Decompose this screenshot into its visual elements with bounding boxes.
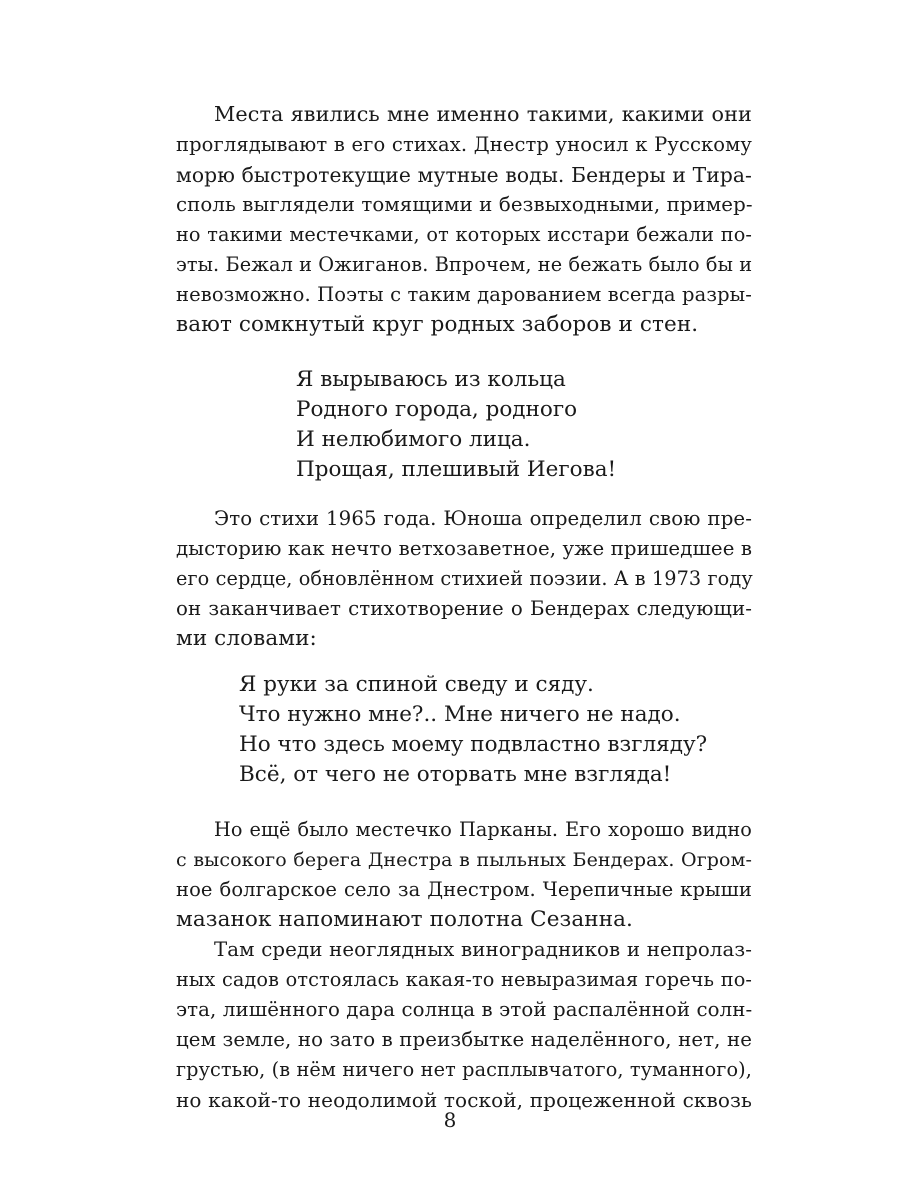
paragraph-1-line: невозможно. Поэты с таким дарованием всегда разры- (176, 283, 752, 306)
poem-1-line: Родного города, родного (296, 397, 578, 422)
paragraph-2-line: ми словами: (176, 626, 317, 651)
poem-2-line: Я руки за спиной сведу и сяду. (239, 672, 594, 697)
paragraph-4-line: но какой-то неодолимой тоской, процеженной сквозь (176, 1088, 752, 1112)
poem-1-line: Прощая, плешивый Иегова! (296, 457, 617, 482)
poem-2-line: Всё, от чего не оторвать мне взгляда! (239, 762, 672, 787)
paragraph-1-line: проглядывают в его стихах. Днестр уносил к Русскому (176, 133, 752, 156)
paragraph-2-line: его сердце, обновлённом стихией поэзии. А в 1973 году (176, 567, 753, 590)
poem-2-line: Что нужно мне?.. Мне ничего не надо. (239, 702, 681, 727)
paragraph-2-line: Это стихи 1965 года. Юноша определил свою пре- (214, 507, 752, 530)
paragraph-1-line: споль выглядели томящими и безвыходными, пример- (176, 193, 753, 216)
paragraph-4-line: Там среди неоглядных виноградников и непролаз- (214, 938, 752, 961)
paragraph-1-line: но такими местечками, от которых исстари бежали по- (176, 223, 752, 246)
paragraph-3-line: ное болгарское село за Днестром. Черепичные крыши (176, 878, 752, 901)
paragraph-4-line: цем земле, но зато в преизбытке наделённого, нет, не (176, 1028, 752, 1051)
poem-1-line: Я вырываюсь из кольца (296, 367, 566, 392)
paragraph-3-line: с высокого берега Днестра в пыльных Бендерах. Огром- (176, 849, 752, 871)
paragraph-2-line: дысторию как нечто ветхозаветное, уже пришедшее в (176, 537, 753, 560)
paragraph-3-line: Но ещё было местечко Парканы. Его хорошо видно (214, 818, 752, 841)
paragraph-4-line: грустью, (в нём ничего нет расплывчатого, туманного), (176, 1058, 752, 1081)
page-number: 8 (443, 1108, 457, 1132)
paragraph-4-line: эта, лишённого дара солнца в этой распалённой солн- (176, 998, 753, 1021)
paragraph-1-line: эты. Бежал и Ожиганов. Впрочем, не бежать было бы и (176, 253, 753, 276)
paragraph-1-line: морю быстротекущие мутные воды. Бендеры и Тира- (176, 163, 752, 187)
paragraph-1-line: Места явились мне именно такими, какими они (214, 102, 752, 126)
paragraph-1-line: вают сомкнутый круг родных заборов и стен. (176, 312, 699, 337)
paragraph-3-line: мазанок напоминают полотна Сезанна. (176, 907, 633, 932)
paragraph-2-line: он заканчивает стихотворение о Бендерах следующи- (176, 597, 752, 620)
paragraph-4-line: ных садов отстоялась какая-то невыразимая горечь по- (176, 968, 752, 991)
poem-2-line: Но что здесь моему подвластно взгляду? (239, 732, 708, 757)
poem-1-line: И нелюбимого лица. (296, 427, 531, 452)
